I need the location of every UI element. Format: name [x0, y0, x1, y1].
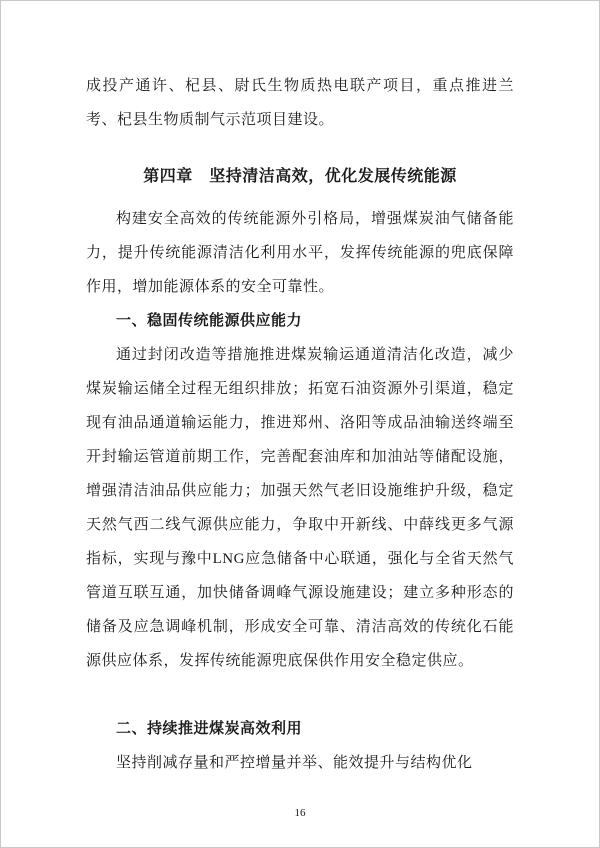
section-spacer — [86, 678, 514, 712]
chapter-heading: 第四章 坚持清洁高效，优化发展传统能源 — [143, 168, 457, 185]
section-2-heading: 二、持续推进煤炭高效利用 — [116, 721, 303, 737]
chapter-intro-paragraph: 构建安全高效的传统能源外引格局，增强煤炭油气储备能力，提升传统能源清洁化利用水平，发挥传统能源的兜底保障作用，增加能源体系的安全可靠性。 — [86, 211, 514, 295]
section-1-paragraph: 通过封闭改造等措施推进煤炭输运通道清洁化改造，减少煤炭输运储全过程无组织排放；拓宽石油资源外引渠道，稳定现有油品通道输运能力，推进郑州、洛阳等成品油输送终端至开封输运管道前期工作，完善配套油库和加油站等储配设施，增强清洁油品供应能力；加强天然气老旧设施维护升级，稳定天然气西二线气源供应能力，争取中开新线、中薛线更多气源指标，实现与豫中LNG应急储备中心联通，强化与全省天然气管道互联互通，加快储备调峰气源设施建设；建立多种形态的储备及应急调峰机制，形成安全可靠、清洁高效的传统化石能源供应体系，发挥传统能源兜底保供作用安全稳定供应。 — [86, 347, 514, 669]
section-2-paragraph: 坚持削减存量和严控增量并举、能效提升与结构优化 — [116, 755, 473, 771]
section-1-heading: 一、稳固传统能源供应能力 — [116, 313, 303, 329]
page-number: 16 — [294, 807, 306, 819]
paragraph-continuation: 成投产通许、杞县、尉氏生物质热电联产项目，重点推进兰考、杞县生物质制气示范项目建设。 — [86, 78, 514, 128]
